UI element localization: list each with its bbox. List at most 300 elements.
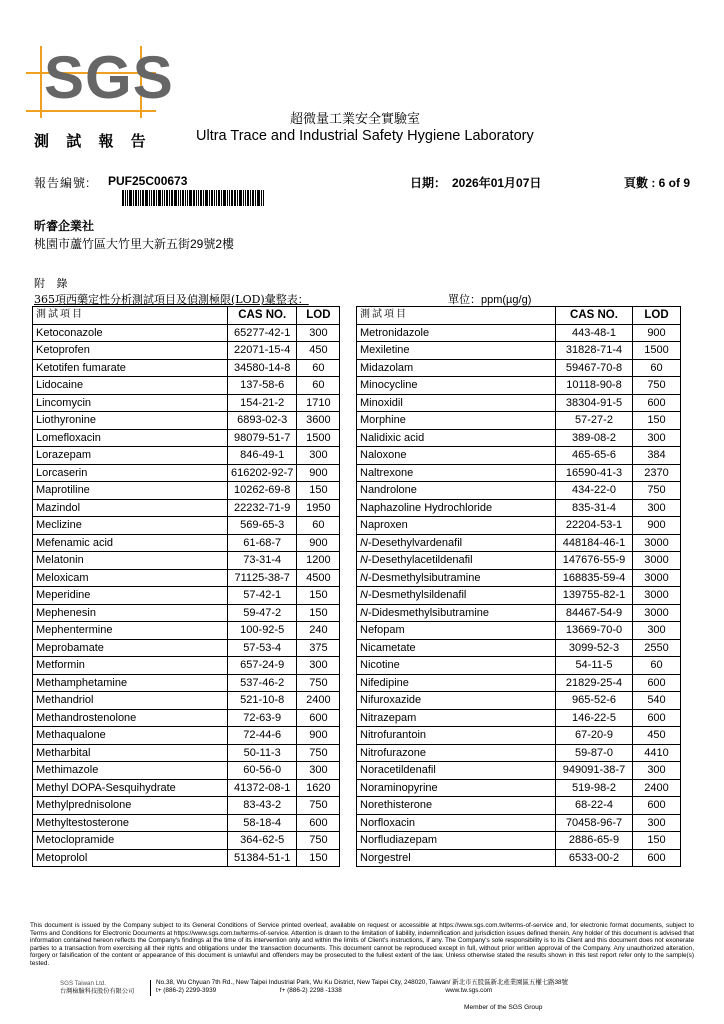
lab-name-cn: 超微量工業安全實驗室 (290, 112, 421, 127)
report-no: PUF25C00673 (108, 174, 188, 188)
compound-name-text: Nandrolone (360, 484, 417, 496)
compound-name (33, 499, 228, 517)
footer-company-en: SGS Taiwan Ltd. (60, 980, 106, 987)
compound-name (33, 692, 228, 710)
lod-value: 384 (633, 447, 681, 465)
table-row (357, 674, 681, 692)
compound-name (33, 394, 228, 412)
footer-website: www.tw.sgs.com (445, 986, 493, 994)
table-row (33, 762, 340, 780)
table-row (33, 377, 340, 395)
table-row (357, 709, 681, 727)
compound-name-text: Minocycline (360, 379, 418, 391)
compound-name (357, 692, 556, 710)
barcode-bar (129, 190, 132, 206)
compound-name (357, 552, 556, 570)
compound-name-text: Lorazepam (36, 449, 92, 461)
compound-name-text: Norfloxacin (360, 816, 416, 829)
cas-number: 83-43-2 (228, 797, 297, 815)
compound-name-text: Midazolam (360, 361, 414, 374)
compound-name-text: Norgestrel (360, 851, 411, 864)
compound-name-text: Noracetildenafil (360, 764, 436, 776)
table-row (33, 832, 340, 850)
lod-value: 600 (633, 849, 681, 867)
compound-name (33, 464, 228, 482)
compound-name-text: Metronidazole (360, 326, 430, 339)
report-date: 2026年01月07日 (452, 176, 542, 190)
compound-name (357, 394, 556, 412)
cas-number: 835-31-4 (556, 499, 633, 517)
compound-name (357, 429, 556, 447)
compound-name (33, 727, 228, 745)
table-row (33, 657, 340, 675)
compound-name-text: -Desethylacetildenafil (367, 554, 473, 566)
cas-number: 58-18-4 (228, 814, 297, 832)
table-row (357, 797, 681, 815)
compound-name (357, 377, 556, 395)
barcode-bar (187, 190, 188, 206)
compound-name (33, 762, 228, 780)
table-row (357, 429, 681, 447)
table-row (357, 342, 681, 360)
barcode-bar (153, 190, 155, 206)
table-row (357, 517, 681, 535)
table-row (357, 569, 681, 587)
compound-name-text: Nifuroxazide (360, 694, 422, 706)
compound-name (33, 569, 228, 587)
table-row (33, 517, 340, 535)
member-text: Member of the SGS Group (464, 1004, 543, 1011)
table-row (357, 622, 681, 640)
barcode-bar (211, 190, 213, 206)
compound-name-text: Methamphetamine (36, 676, 128, 689)
lod-value: 60 (633, 359, 681, 377)
barcode-bar (135, 190, 137, 206)
compound-name-text: Methimazole (36, 764, 99, 776)
barcode-bar (164, 190, 165, 206)
table-row (357, 324, 681, 342)
cas-number: 54-11-5 (556, 657, 633, 675)
lod-value: 1620 (297, 779, 340, 797)
compound-name-text: Methaqualone (36, 729, 106, 741)
compound-name (33, 324, 228, 342)
barcode-bar (189, 190, 192, 206)
lod-value: 3000 (633, 587, 681, 605)
compound-name-text: Methandriol (36, 694, 94, 706)
lod-value: 2550 (633, 639, 681, 657)
cas-number: 51384-51-1 (228, 849, 297, 867)
lod-value: 1500 (297, 429, 340, 447)
compound-name-text: -Didesmethylsibutramine (367, 606, 489, 619)
cas-number: 67-20-9 (556, 727, 633, 745)
cas-number: 57-53-4 (228, 639, 297, 657)
compound-name-text: Naloxone (360, 449, 407, 461)
table-row (33, 587, 340, 605)
lod-value: 900 (297, 464, 340, 482)
table-row (357, 447, 681, 465)
lod-value: 900 (297, 534, 340, 552)
barcode-bar (162, 190, 163, 206)
compound-prefix: N (360, 536, 368, 549)
compound-name-text: Meprobamate (36, 641, 104, 654)
compound-name-text: Meperidine (36, 589, 91, 601)
compound-name (357, 604, 556, 622)
lod-value: 150 (633, 832, 681, 850)
barcode-bar (209, 190, 210, 206)
cas-number: 59-87-0 (556, 744, 633, 762)
compound-name (33, 604, 228, 622)
lod-value: 3000 (633, 552, 681, 570)
lod-value: 750 (633, 377, 681, 395)
compound-name (357, 762, 556, 780)
lod-table-left (32, 306, 340, 867)
compound-name (357, 464, 556, 482)
compound-name (33, 657, 228, 675)
lab-name-en: Ultra Trace and Industrial Safety Hygiene Laboratory (196, 128, 534, 144)
cas-number: 146-22-5 (556, 709, 633, 727)
lod-value: 600 (297, 814, 340, 832)
lod-value: 4410 (633, 744, 681, 762)
table-row (33, 447, 340, 465)
compound-name (33, 797, 228, 815)
lod-value: 2400 (633, 779, 681, 797)
compound-name (357, 412, 556, 430)
compound-name-text: Metoclopramide (36, 834, 115, 846)
compound-name (357, 622, 556, 640)
cas-number: 154-21-2 (228, 394, 297, 412)
cas-number: 71125-38-7 (228, 569, 297, 587)
cas-number: 84467-54-9 (556, 604, 633, 622)
cas-number: 389-08-2 (556, 429, 633, 447)
header-item: 測試項目 (33, 307, 228, 325)
compound-name-text: Metharbital (36, 746, 91, 759)
cas-number: 21829-25-4 (556, 674, 633, 692)
barcode-bar (203, 190, 204, 206)
barcode-bar (245, 190, 246, 206)
compound-name-text: Mazindol (36, 501, 81, 514)
table-row (357, 744, 681, 762)
compound-name-text: Nicametate (360, 641, 416, 654)
header-item: 測試項目 (357, 307, 556, 325)
header-cas: CAS NO. (556, 307, 633, 325)
compound-name (357, 657, 556, 675)
client-name: 昕睿企業社 (34, 219, 95, 233)
lod-value: 900 (633, 324, 681, 342)
footer-tel: t+ (886-2) 2299-3939 (156, 986, 217, 994)
compound-name-text: Morphine (360, 414, 406, 426)
compound-name (357, 359, 556, 377)
barcode-bar (174, 190, 177, 206)
compound-name-text: Methylprednisolone (36, 799, 132, 811)
barcode-bar (255, 190, 256, 206)
cas-number: 364-62-5 (228, 832, 297, 850)
barcode-bar (200, 190, 202, 206)
footer-fax: f+ (886-2) 2298 -1338 (279, 986, 342, 994)
lod-value: 60 (633, 657, 681, 675)
summary-title: 365項西藥定性分析測試項目及偵測極限(LOD)彙整表： (34, 293, 309, 306)
compound-name (357, 587, 556, 605)
cas-number: 22204-53-1 (556, 517, 633, 535)
cas-number: 139755-82-1 (556, 587, 633, 605)
cas-number: 100-92-5 (228, 622, 297, 640)
compound-name (357, 832, 556, 850)
lod-value: 1710 (297, 394, 340, 412)
compound-name (33, 814, 228, 832)
client-address: 桃園市蘆竹區大竹里大新五街29號2樓 (34, 237, 235, 251)
barcode-bar (252, 190, 254, 206)
compound-name-text: Nitrofurazone (360, 746, 427, 759)
lod-value: 750 (633, 482, 681, 500)
barcode-bar (151, 190, 152, 206)
cas-number: 16590-41-3 (556, 464, 633, 482)
cas-number: 443-48-1 (556, 324, 633, 342)
table-row (33, 394, 340, 412)
table-row (33, 604, 340, 622)
cas-number: 68-22-4 (556, 797, 633, 815)
compound-name-text: Maprotiline (36, 484, 90, 496)
cas-number: 6533-00-2 (556, 849, 633, 867)
compound-name-text: -Desmethylsibutramine (367, 571, 481, 584)
cas-number: 448184-46-1 (556, 534, 633, 552)
compound-name (357, 744, 556, 762)
lod-value: 750 (297, 744, 340, 762)
compound-name (33, 429, 228, 447)
compound-name (357, 569, 556, 587)
lod-value: 900 (633, 517, 681, 535)
compound-name-text: Naphazoline Hydrochloride (360, 501, 493, 514)
cas-number: 13669-70-0 (556, 622, 633, 640)
table-row (357, 692, 681, 710)
lod-value: 4500 (297, 569, 340, 587)
table-row (33, 534, 340, 552)
table-row (357, 587, 681, 605)
cas-number: 10118-90-8 (556, 377, 633, 395)
compound-name-text: Lorcaserin (36, 466, 88, 479)
compound-name (357, 709, 556, 727)
compound-prefix: N (360, 589, 368, 601)
lod-value: 150 (633, 412, 681, 430)
lod-value: 3000 (633, 569, 681, 587)
cas-number: 168835-59-4 (556, 569, 633, 587)
compound-name-text: Norfludiazepam (360, 834, 438, 846)
header-lod: LOD (633, 307, 681, 325)
barcode-bar (257, 190, 260, 206)
header-cas: CAS NO. (228, 307, 297, 325)
lod-value: 60 (297, 517, 340, 535)
lod-value: 300 (633, 622, 681, 640)
footer-address (156, 979, 568, 995)
barcode (122, 190, 297, 206)
table-row (357, 639, 681, 657)
barcode-bar (214, 190, 215, 206)
barcode-bar (145, 190, 148, 206)
table-row (357, 412, 681, 430)
compound-name-text: Mephenesin (36, 606, 96, 619)
lod-value: 750 (297, 674, 340, 692)
lod-value: 300 (633, 762, 681, 780)
barcode-bar (180, 190, 181, 206)
barcode-bar (182, 190, 184, 206)
lod-value: 150 (297, 849, 340, 867)
compound-name (357, 797, 556, 815)
compound-name-text: Nicotine (360, 659, 400, 671)
barcode-bar (229, 190, 230, 206)
cas-number: 657-24-9 (228, 657, 297, 675)
table-row (33, 429, 340, 447)
table-row (357, 779, 681, 797)
compound-name (357, 534, 556, 552)
lod-value: 3000 (633, 604, 681, 622)
report-title: 測 試 報 告 (34, 132, 152, 150)
cas-number: 846-49-1 (228, 447, 297, 465)
compound-name (33, 832, 228, 850)
compound-name-text: Nalidixic acid (360, 431, 425, 444)
compound-name-text: Mefenamic acid (36, 536, 114, 549)
lod-value: 150 (297, 482, 340, 500)
compound-name (33, 639, 228, 657)
cas-number: 59467-70-8 (556, 359, 633, 377)
barcode-bar (218, 190, 220, 206)
compound-name-text: Naproxen (360, 519, 408, 531)
compound-name-text: Norethisterone (360, 799, 433, 811)
lod-value: 600 (633, 394, 681, 412)
lod-value: 1500 (633, 342, 681, 360)
compound-name-text: Methyltestosterone (36, 816, 129, 829)
compound-name-text: Ketoconazole (36, 326, 103, 339)
barcode-bar (239, 190, 242, 206)
barcode-bar (122, 190, 124, 206)
compound-name-text: Meloxicam (36, 571, 89, 584)
lod-value: 60 (297, 359, 340, 377)
barcode-bar (193, 190, 195, 206)
table-row (33, 727, 340, 745)
compound-name-text: Nitrazepam (360, 711, 417, 724)
compound-name-text: -Desmethylsildenafil (367, 589, 467, 601)
compound-name (357, 324, 556, 342)
compound-name-text: Lidocaine (36, 379, 84, 391)
barcode-bar (127, 190, 128, 206)
compound-name (33, 377, 228, 395)
table-row (33, 849, 340, 867)
compound-name-text: Metoprolol (36, 851, 88, 864)
compound-name (33, 359, 228, 377)
lod-value: 750 (297, 797, 340, 815)
lod-value: 450 (633, 727, 681, 745)
barcode-bar (140, 190, 141, 206)
compound-name-text: Mephentermine (36, 624, 113, 636)
cas-number: 10262-69-8 (228, 482, 297, 500)
lod-value: 300 (633, 814, 681, 832)
compound-prefix: N (360, 571, 368, 584)
compound-name-text: Liothyronine (36, 414, 96, 426)
barcode-bar (166, 190, 168, 206)
lod-value: 60 (297, 377, 340, 395)
cas-number: 50-11-3 (228, 744, 297, 762)
lod-value: 300 (297, 657, 340, 675)
table-row (357, 482, 681, 500)
compound-name (33, 342, 228, 360)
barcode-bar (198, 190, 199, 206)
compound-name-text: Melatonin (36, 554, 84, 566)
table-row (33, 709, 340, 727)
compound-name-text: Methyl DOPA-Sesquihydrate (36, 781, 176, 794)
lod-value: 600 (633, 709, 681, 727)
cas-number: 569-65-3 (228, 517, 297, 535)
appendix-label: 附 錄 (34, 277, 72, 290)
disclaimer-text: This document is issued by the Company subject to its General Conditions of Service printed overleaf, available on request or accessible at https://www.sgs.com.tw/terms-of-service and, for electronic format documents, subject to Terms and Conditions for Electronic Documents at https://www.sgs.com.tw/terms-of-service. Attention is drawn to the limitation of liability, indemnification and jurisdiction issues defined therein. Any holder of this document is advised that information contained hereon reflects the Company's findings at the time of its intervention only and within the limits of Client's instructions, if any. The Company's sole responsibility is to its Client and this document does not exonerate parties to a transaction from exercising all their rights and obligations under the transaction documents. This document cannot be reproduced except in full, without prior written approval of the Company. Any unauthorized alteration, forgery or falsification of the content or appearance of this document is unlawful and offenders may be prosecuted to the fullest extent of the law. Unless otherwise stated the results shown in this test report refer only to the sample(s) tested. (30, 922, 694, 967)
cas-number: 949091-38-7 (556, 762, 633, 780)
header-lod: LOD (297, 307, 340, 325)
lod-value: 2400 (297, 692, 340, 710)
barcode-bar (156, 190, 157, 206)
cas-number: 3099-52-3 (556, 639, 633, 657)
table-row (33, 464, 340, 482)
lod-value: 600 (633, 674, 681, 692)
compound-name (357, 674, 556, 692)
table-row (357, 359, 681, 377)
barcode-bar (169, 190, 170, 206)
lod-value: 3000 (633, 534, 681, 552)
lod-value: 240 (297, 622, 340, 640)
barcode-bar (142, 190, 144, 206)
cas-number: 616202-92-7 (228, 464, 297, 482)
lod-value: 1200 (297, 552, 340, 570)
table-row (357, 499, 681, 517)
lod-value: 1950 (297, 499, 340, 517)
table-row (357, 394, 681, 412)
page-indicator: 頁數 : 6 of 9 (624, 176, 691, 190)
compound-name-text: Ketoprofen (36, 344, 90, 356)
table-header-row (357, 307, 681, 325)
lod-value: 540 (633, 692, 681, 710)
cas-number: 98079-51-7 (228, 429, 297, 447)
lod-value: 2370 (633, 464, 681, 482)
footer-separator (150, 980, 151, 996)
table-row (33, 342, 340, 360)
sgs-logo (26, 40, 174, 120)
compound-name (357, 639, 556, 657)
compound-name (33, 744, 228, 762)
barcode-bar (263, 190, 264, 206)
lod-value: 300 (633, 499, 681, 517)
cas-number: 22232-71-9 (228, 499, 297, 517)
table-row (33, 552, 340, 570)
barcode-bar (247, 190, 249, 206)
compound-name (357, 779, 556, 797)
barcode-bar (261, 190, 262, 206)
footer-company-cn: 台灣檢驗科技股份有限公司 (60, 987, 135, 995)
cas-number: 38304-91-5 (556, 394, 633, 412)
lod-value: 600 (633, 797, 681, 815)
compound-name-text: Lomefloxacin (36, 431, 101, 444)
table-row (357, 657, 681, 675)
footer-address-line: No.38, Wu Chyuan 7th Rd., New Taipei Industrial Park, Wu Ku District, New Taipei City, 248020, Taiwan/ 新北市五股區新北產業園區五權七路38號 (156, 979, 568, 986)
table-row (357, 534, 681, 552)
compound-name (33, 517, 228, 535)
cas-number: 72-63-9 (228, 709, 297, 727)
lod-value: 750 (297, 832, 340, 850)
table-row (357, 849, 681, 867)
cas-number: 22071-15-4 (228, 342, 297, 360)
cas-number: 60-56-0 (228, 762, 297, 780)
cas-number: 61-68-7 (228, 534, 297, 552)
footer-company (60, 980, 134, 995)
cas-number: 434-22-0 (556, 482, 633, 500)
barcode-bar (196, 190, 197, 206)
compound-name (357, 727, 556, 745)
table-row (33, 359, 340, 377)
compound-name-text: Nitrofurantoin (360, 729, 427, 741)
